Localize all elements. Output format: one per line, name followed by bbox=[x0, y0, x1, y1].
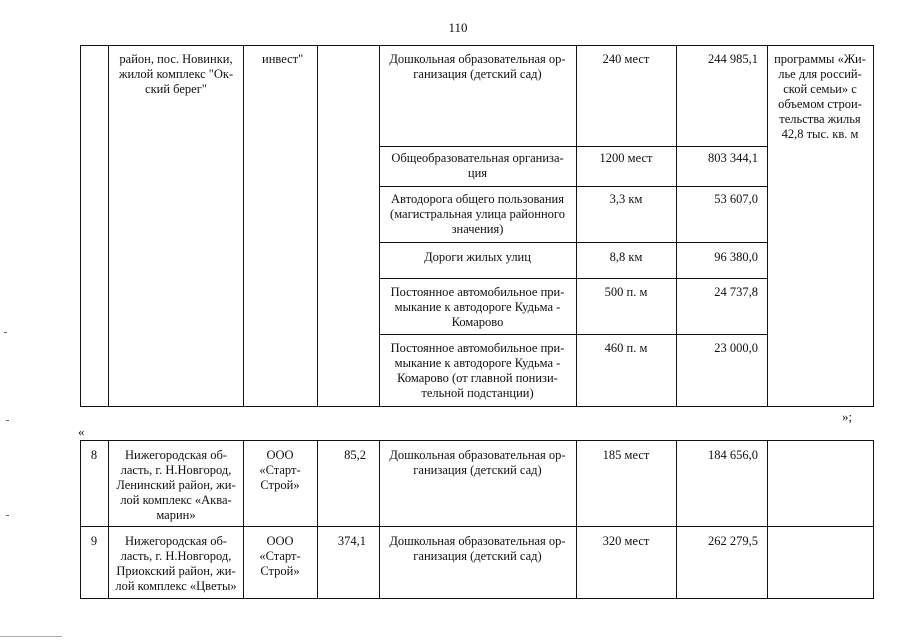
cell-capacity: 500 п. м bbox=[604, 285, 648, 299]
closing-quote: »; bbox=[842, 409, 853, 424]
col-line bbox=[873, 45, 874, 406]
col-line bbox=[317, 45, 318, 406]
cell-capacity: 185 мест bbox=[602, 448, 650, 462]
cell-cost: 803 344,1 bbox=[708, 151, 758, 165]
cell-facility: Дошкольная образовательная ор- ганизация (детский сад) bbox=[389, 534, 566, 563]
cell-cost: 24 737,8 bbox=[714, 285, 758, 299]
cell-facility: Постоянное автомобильное при- мыкание к автодороге Кудьма - Комарово bbox=[390, 285, 565, 329]
row-divider bbox=[379, 242, 767, 243]
col-line bbox=[80, 440, 81, 598]
cell-facility: Постоянное автомобильное при- мыкание к автодороге Кудьма - Комарово (от главной понизи- тельной подстанции) bbox=[390, 341, 565, 400]
cell-cost: 262 279,5 bbox=[708, 534, 758, 548]
cell-number: 9 bbox=[90, 534, 98, 548]
cell-location: Нижегородская об- ласть, г. Н.Новгород, Приокский район, жи- лой комплекс «Цветы» bbox=[115, 534, 237, 593]
cell-facility: Дошкольная образовательная ор- ганизация (детский сад) bbox=[389, 52, 566, 81]
cell-number: 8 bbox=[90, 448, 98, 462]
cell-area: 85,2 bbox=[344, 448, 366, 462]
cell-facility: Общеобразовательная организа- ция bbox=[391, 151, 564, 180]
col-line bbox=[317, 440, 318, 598]
row-divider bbox=[379, 334, 767, 335]
table-top-bottom-border bbox=[80, 406, 874, 407]
col-line bbox=[108, 440, 109, 598]
cell-capacity: 320 мест bbox=[602, 534, 650, 548]
cell-location: Нижегородская об- ласть, г. Н.Новгород, Ленинский район, жи- лой комплекс «Аква- марин» bbox=[116, 448, 236, 522]
col-line bbox=[767, 440, 768, 598]
col-line bbox=[576, 440, 577, 598]
cell-facility: Дошкольная образовательная ор- ганизация (детский сад) bbox=[389, 448, 566, 477]
cell-program: программы «Жи- лье для россий- ской семьи» с объемом строи- тельства жилья 42,8 тыс. кв. м bbox=[774, 52, 866, 141]
col-line bbox=[243, 45, 244, 406]
cell-facility: Дороги жилых улиц bbox=[424, 250, 531, 264]
opening-quote: « bbox=[78, 424, 85, 439]
cell-developer: инвест" bbox=[262, 52, 304, 66]
cell-capacity: 240 мест bbox=[602, 52, 650, 66]
cell-cost: 184 656,0 bbox=[708, 448, 758, 462]
scan-artifact bbox=[6, 420, 9, 421]
cell-cost: 53 607,0 bbox=[714, 192, 758, 206]
cell-capacity: 460 п. м bbox=[604, 341, 648, 355]
col-line bbox=[108, 45, 109, 406]
table-bottom-border bbox=[80, 598, 874, 599]
cell-area: 374,1 bbox=[337, 534, 366, 548]
scan-artifact bbox=[0, 636, 62, 637]
cell-facility: Автодорога общего пользования (магистральная улица районного значения) bbox=[390, 192, 565, 236]
cell-developer: ООО «Старт- Строй» bbox=[259, 534, 301, 578]
col-line bbox=[676, 45, 677, 406]
col-line bbox=[676, 440, 677, 598]
cell-developer: ООО «Старт- Строй» bbox=[259, 448, 301, 492]
cell-cost: 96 380,0 bbox=[714, 250, 758, 264]
cell-cost: 244 985,1 bbox=[708, 52, 758, 66]
row-divider bbox=[379, 146, 767, 147]
scan-artifact bbox=[4, 332, 7, 333]
cell-capacity: 3,3 км bbox=[609, 192, 643, 206]
table-bottom-top-border bbox=[80, 440, 874, 441]
row-divider bbox=[379, 278, 767, 279]
page-number: 110 bbox=[448, 20, 468, 35]
col-line bbox=[873, 440, 874, 598]
row-divider bbox=[80, 526, 874, 527]
cell-capacity: 1200 мест bbox=[599, 151, 653, 165]
cell-capacity: 8,8 км bbox=[609, 250, 643, 264]
row-divider bbox=[379, 186, 767, 187]
cell-location: район, пос. Новинки, жилой комплекс "Ок- ский берег" bbox=[118, 52, 234, 96]
table-top-border bbox=[80, 45, 874, 46]
cell-cost: 23 000,0 bbox=[714, 341, 758, 355]
col-line bbox=[80, 45, 81, 406]
scan-artifact bbox=[6, 515, 9, 516]
